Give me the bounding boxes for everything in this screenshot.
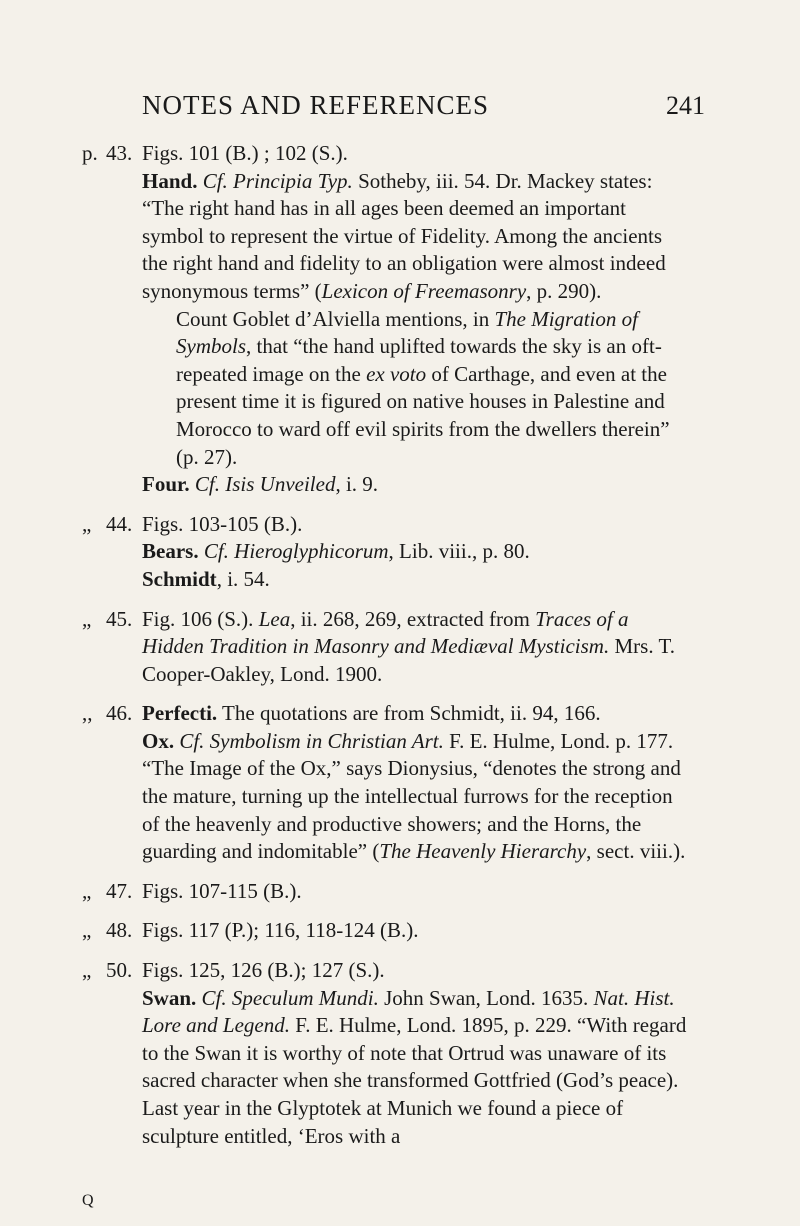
page-reference (82, 878, 132, 906)
note-paragraph: Figs. 101 (B.) ; 102 (S.). (142, 141, 348, 165)
page-prefix: „ (82, 958, 92, 983)
italic-text: Cf. Principia Typ. (202, 168, 353, 193)
note-paragraph (142, 538, 692, 566)
page-ref-number: 50. (106, 958, 133, 983)
note-paragraph (142, 306, 692, 472)
note-paragraph: Figs. 125, 126 (B.); 127 (S.). (142, 958, 385, 983)
note-heading: Hand. (142, 168, 198, 193)
page-reference (82, 917, 132, 945)
page-prefix: „ (82, 878, 92, 903)
text-run: Mrs. T. Cooper-Oakley, Lond. 1900. (142, 634, 675, 686)
note-heading: Swan. (142, 985, 197, 1010)
note-paragraph (142, 471, 692, 499)
note-entry (82, 606, 692, 689)
note-heading: Four. (142, 472, 190, 497)
page-prefix: p. (82, 141, 98, 165)
text-run: John Swan, Lond. 1635. (378, 985, 594, 1010)
page-ref-number: 48. (106, 918, 133, 943)
notes-body (82, 140, 692, 1162)
page-reference (82, 700, 132, 728)
text-run: , i. 9. (335, 472, 379, 497)
page-prefix: „ (82, 511, 92, 536)
page-header (140, 90, 705, 130)
italic-text: Cf. Isis Unveiled (194, 472, 336, 497)
note-paragraph (142, 606, 692, 689)
note-entry (82, 957, 692, 1150)
note-paragraph (142, 700, 692, 728)
note-entry (82, 917, 692, 945)
text-run: , sect. viii.). (586, 839, 686, 864)
italic-text: Nat. Hist. Lore and Legend. (142, 985, 675, 1038)
note-entry (82, 878, 692, 906)
running-title: NOTES AND REFERENCES (142, 90, 490, 120)
text-run: F. E. Hulme, Lond. 1895, p. 229. “With regard to the Swan it is worthy of note that Ortrud was unaware of its sacred character when she transformed Gottfried (God’s peace). Last year in the Glyptotek at Munich we found a piece of sculpture entitled, ‘Eros with a (142, 1013, 687, 1148)
note-paragraph: Figs. 117 (P.); 116, 118-124 (B.). (142, 918, 419, 943)
text-run: of Carthage, and even at the present time it is figured on native houses in Palestine and Morocco to ward off evil spirits from the dwellers therein” (p. 27). (176, 361, 670, 469)
text-run: F. E. Hulme, Lond. p. 177. “The Image of the Ox,” says Dionysius, “denotes the strong and the mature, turning up the intellectual furrows for the reception of the heavenly and productive showers; and the Horns, the guarding and indomitable” ( (142, 728, 681, 864)
text-run: Fig. 106 (S.). (142, 606, 259, 631)
page-ref-number: 47. (106, 878, 133, 903)
italic-text: Cf. Hieroglyphicorum (203, 539, 389, 564)
page-number: 241 (666, 91, 705, 120)
italic-text: Lea (258, 606, 291, 631)
note-paragraph (142, 985, 692, 1151)
note-heading: Perfecti. (142, 701, 218, 726)
page-reference (82, 511, 132, 539)
page-reference (82, 140, 132, 168)
signature-mark: Q (82, 1192, 94, 1209)
note-entry (82, 700, 692, 866)
note-paragraph: Figs. 103-105 (B.). (142, 511, 303, 536)
note-heading: Ox. (142, 728, 175, 753)
italic-text: Lexicon of Freemasonry (321, 278, 527, 303)
note-paragraph (142, 566, 692, 594)
italic-text: Traces of a Hidden Tradition in Masonry and Mediæval Mysticism. (142, 606, 629, 659)
page-prefix: „ (82, 918, 92, 943)
page-ref-number: 46. (106, 701, 133, 726)
note-paragraph (142, 168, 692, 306)
note-heading: Schmidt (142, 566, 217, 591)
note-entry (82, 511, 692, 594)
note-paragraph: Figs. 107-115 (B.). (142, 878, 302, 903)
note-heading: Bears. (142, 539, 199, 564)
text-run: , that “the hand uplifted towards the sky is an oft-repeated image on the (176, 334, 662, 386)
page-reference (82, 957, 132, 985)
page-prefix: ,, (82, 701, 93, 726)
text-run: The quotations are from Schmidt, ii. 94, 166. (217, 701, 601, 726)
page-ref-number: 45. (106, 606, 133, 631)
italic-text: ex voto (366, 361, 427, 386)
text-run: Count Goblet d’Alviella mentions, in (176, 306, 495, 331)
page-prefix: „ (82, 606, 92, 631)
text-run: , Lib. viii., p. 80. (388, 539, 530, 564)
text-run: , ii. 268, 269, extracted from (290, 606, 536, 631)
note-paragraph (142, 728, 692, 866)
note-entry (82, 140, 692, 499)
italic-text: The Heavenly Hierarchy (379, 839, 587, 864)
text-run: , i. 54. (216, 566, 270, 591)
page-ref-number: 44. (106, 511, 133, 536)
italic-text: Cf. Symbolism in Christian Art. (179, 728, 444, 753)
text-run: , p. 290). (526, 278, 602, 303)
page-reference (82, 606, 132, 634)
italic-text: The Migration of Symbols (176, 306, 638, 359)
page-ref-number: 43. (106, 141, 133, 165)
italic-text: Cf. Speculum Mundi. (201, 985, 379, 1010)
text-run: Sotheby, iii. 54. Dr. Mackey states: “The right hand has in all ages been deemed an important symbol to represent the virtue of Fidelity. Among the ancients the right hand and fidelity to an obligation were almost indeed synonymous terms” ( (142, 168, 666, 303)
